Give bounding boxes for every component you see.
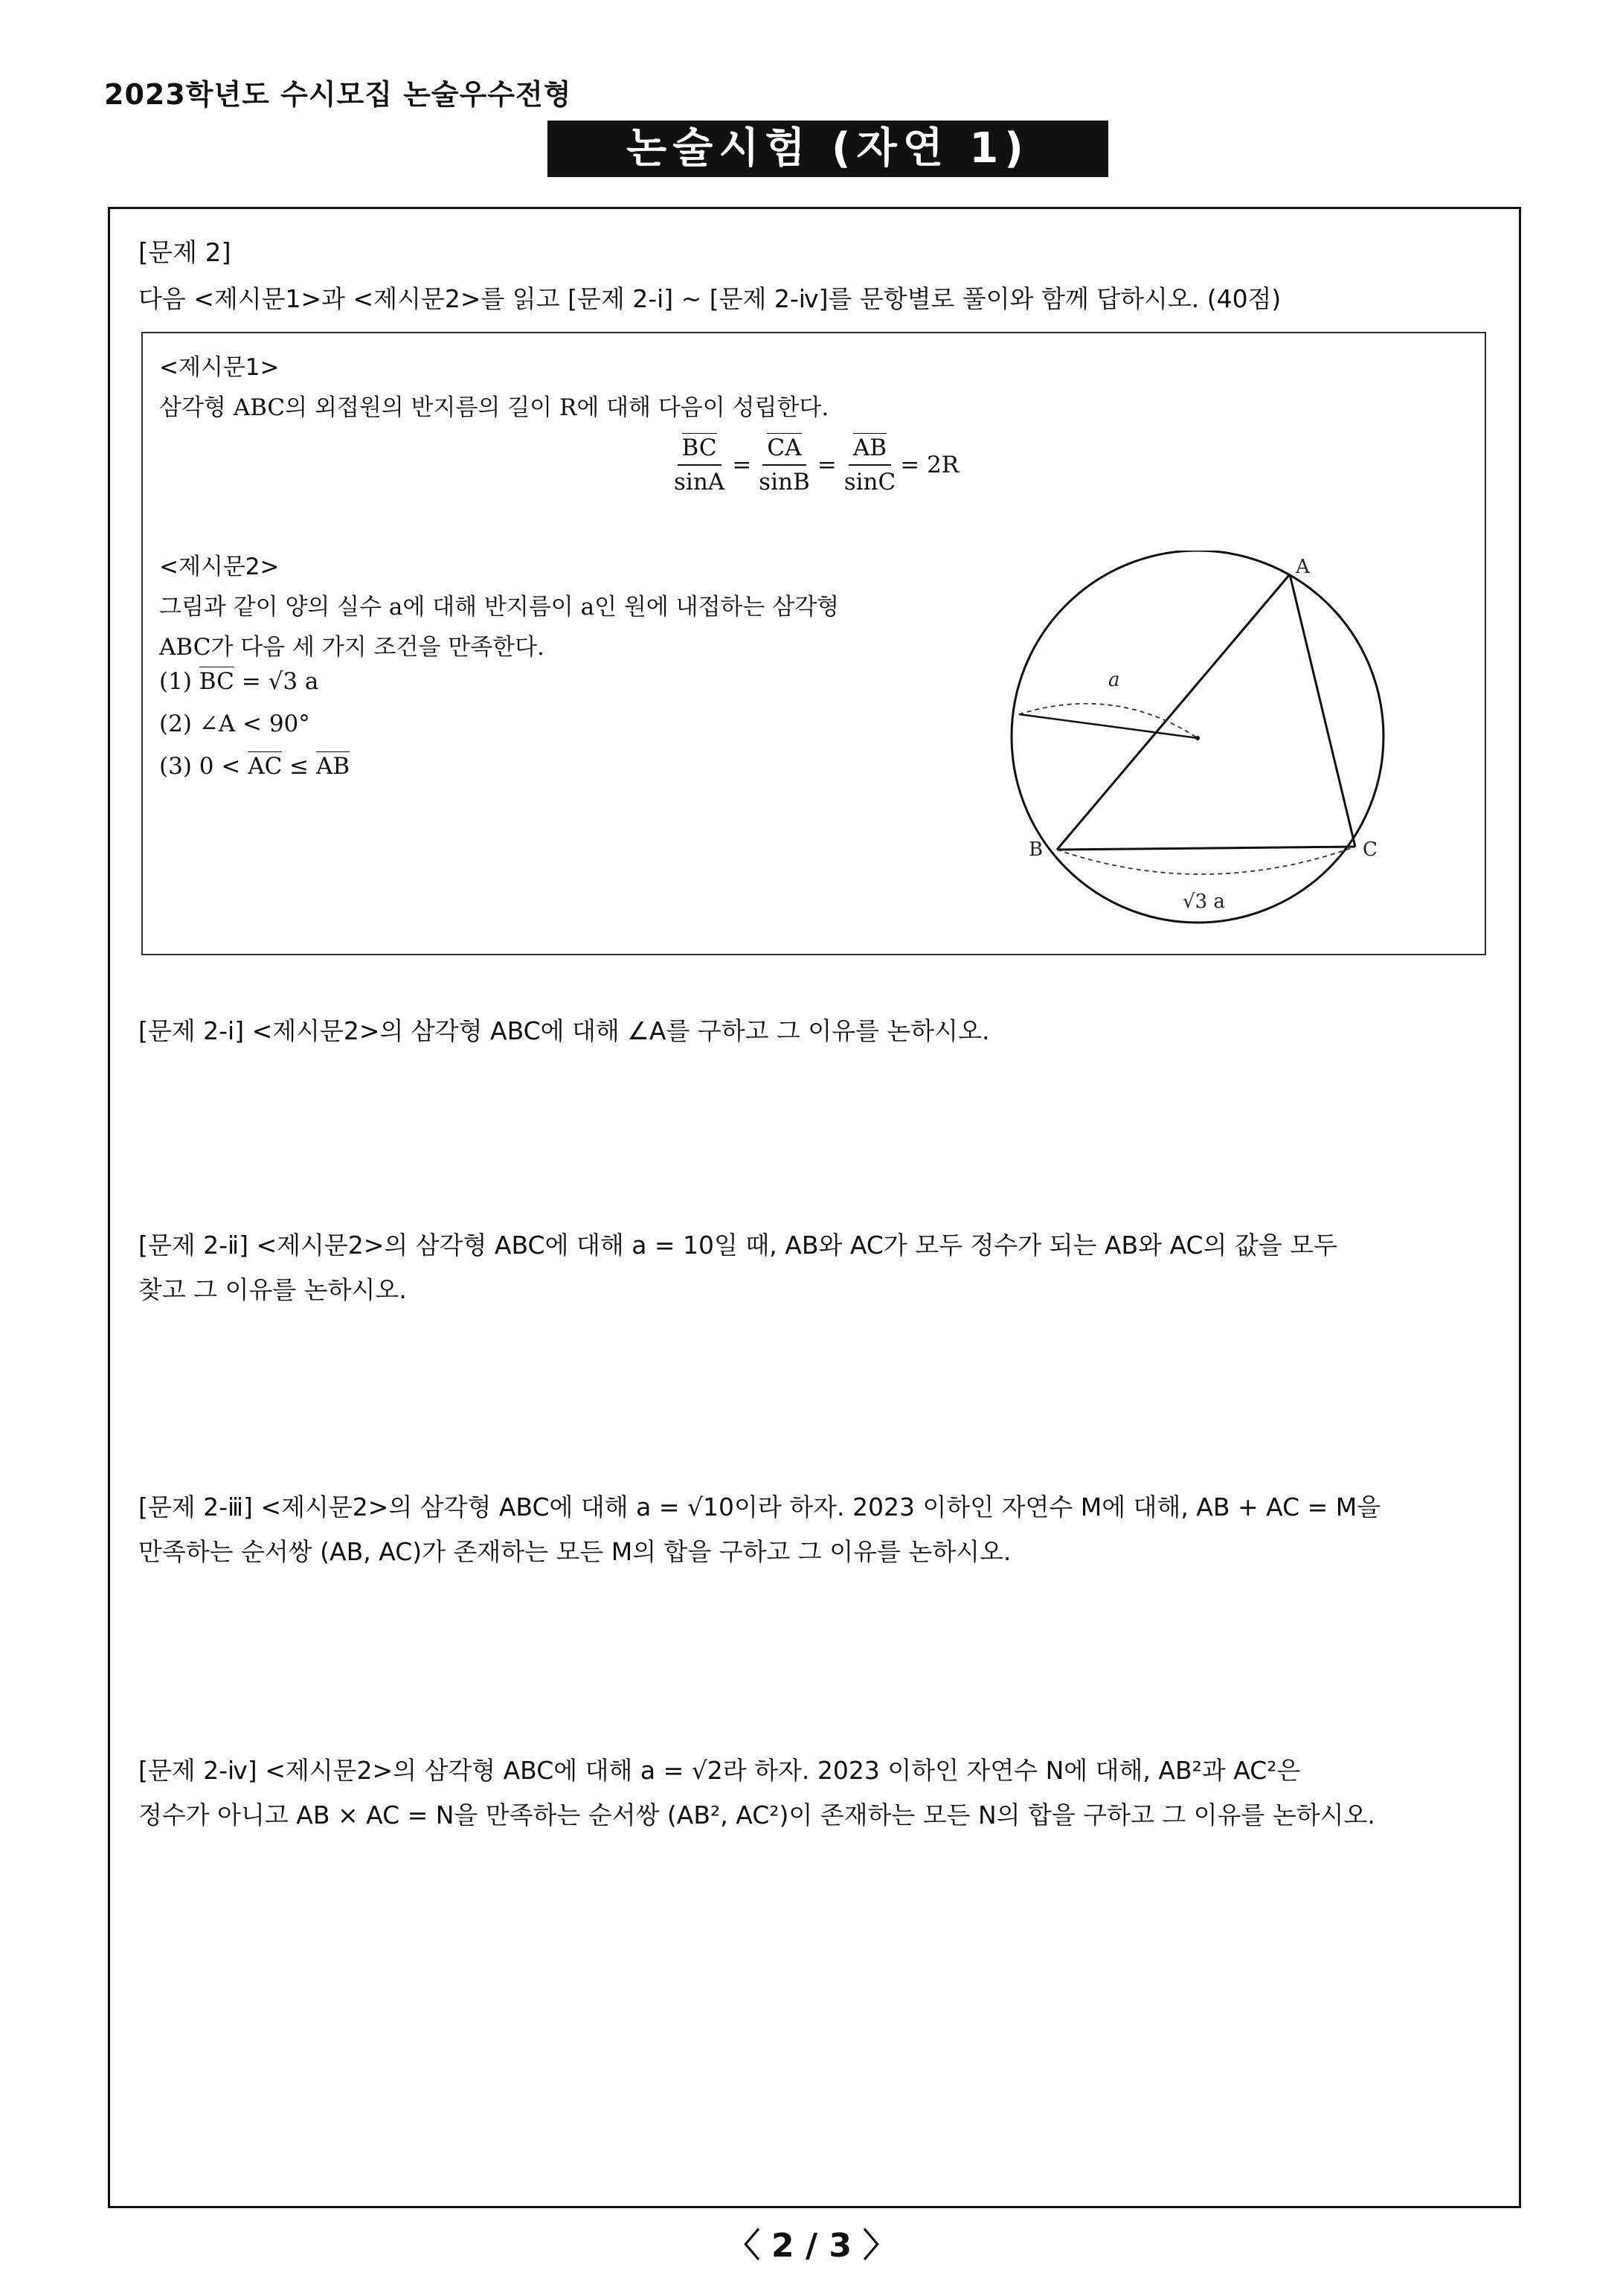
vertex-c-label: C [1363, 838, 1378, 861]
condition-3-pre: 0 < [199, 753, 241, 780]
fraction-num-bc: BC [681, 434, 717, 461]
fraction-den-sinc: sinC [843, 469, 896, 496]
question-ii-label: [문제 2-ⅱ] [138, 1231, 248, 1260]
question-iv [138, 1748, 1375, 1838]
side-ac [1290, 574, 1355, 847]
condition-1-rel: = [241, 668, 261, 695]
problem-instruction: 다음 <제시문1>과 <제시문2>를 읽고 [문제 2-ⅰ] ~ [문제 2-ⅳ]를 문항별로 풀이와 함께 답하시오. (40점) [138, 284, 1282, 313]
question-i [138, 1009, 989, 1054]
question-iii-text-2: 만족하는 순서쌍 (AB, AC)가 존재하는 모든 M의 합을 구하고 그 이유를 논하시오. [138, 1537, 1012, 1566]
condition-1-rhs: √3 a [268, 668, 319, 695]
passage1-text: 삼각형 ABC의 외접원의 반지름의 길이 R에 대해 다음이 성립한다. [159, 394, 829, 421]
question-i-label: [문제 2-ⅰ] [138, 1016, 245, 1045]
condition-3-mid: AC [248, 753, 283, 780]
question-iii-label: [문제 2-ⅲ] [138, 1492, 253, 1521]
fraction-den-sina: sinA [674, 469, 725, 496]
passage2-title: <제시문2> [159, 554, 280, 580]
condition-3-number: (3) [159, 753, 192, 780]
question-ii-text-1: <제시문2>의 삼각형 ABC에 대해 a = 10일 때, AB와 AC가 모두 정수가 되는 AB와 AC의 값을 모두 [256, 1231, 1337, 1260]
question-iv-label: [문제 2-ⅳ] [138, 1756, 257, 1785]
exam-title-bar: 논술시험 (자연 1) [547, 121, 1108, 177]
equals-sign: = [817, 452, 837, 478]
passage2-line1: 그림과 같이 양의 실수 a에 대해 반지름이 a인 원에 내접하는 삼각형 [159, 594, 840, 621]
question-i-text: <제시문2>의 삼각형 ABC에 대해 ∠A를 구하고 그 이유를 논하시오. [251, 1016, 990, 1045]
exam-header-line: 2023학년도 수시모집 논술우수전형 [104, 78, 572, 111]
passage1-title: <제시문1> [159, 354, 280, 381]
question-iv-text-2: 정수가 아니고 AB × AC = N을 만족하는 순서쌍 (AB², AC²)이 존재하는 모든 N의 합을 구하고 그 이유를 논하시오. [138, 1800, 1375, 1830]
condition-1-number: (1) [159, 668, 192, 695]
radius-label: a [1108, 669, 1120, 691]
fraction-ca [759, 434, 810, 496]
question-iv-text-1: <제시문2>의 삼각형 ABC에 대해 a = √2라 하자. 2023 이하인 자연수 N에 대해, AB²과 AC²은 [265, 1756, 1301, 1785]
equals-sign: = [732, 452, 752, 478]
formula-rhs: = 2R [900, 452, 960, 478]
bc-length-label: √3 a [1183, 891, 1225, 913]
question-iii [138, 1485, 1381, 1574]
radius-segment [1019, 714, 1198, 738]
condition-3 [159, 753, 350, 780]
fraction-bc [674, 434, 724, 496]
fraction-ab [844, 434, 896, 496]
fraction-num-ca: CA [767, 434, 802, 461]
question-ii-text-2: 찾고 그 이유를 논하시오. [138, 1275, 407, 1304]
condition-1-lhs: BC [199, 668, 234, 695]
condition-3-rel: ≤ [289, 753, 309, 780]
side-ab [1057, 574, 1290, 850]
condition-1 [159, 668, 318, 695]
bc-arc [1057, 847, 1355, 874]
radius-arc [1019, 704, 1198, 738]
condition-2-text: ∠A < 90° [199, 711, 310, 737]
question-ii [138, 1223, 1337, 1312]
page-number: 〈 2 / 3 〉 [727, 2227, 896, 2265]
question-iii-text-1: <제시문2>의 삼각형 ABC에 대해 a = √10이라 하자. 2023 이하인 자연수 M에 대해, AB + AC = M을 [260, 1492, 1381, 1521]
condition-3-rhs: AB [316, 753, 350, 780]
inscribed-triangle-figure [997, 551, 1443, 952]
fraction-den-sinb: sinB [759, 469, 810, 496]
side-bc [1057, 847, 1355, 850]
vertex-b-label: B [1029, 838, 1044, 861]
sine-law-formula [669, 434, 959, 496]
condition-2-number: (2) [159, 711, 192, 737]
fraction-num-ab: AB [852, 434, 887, 461]
condition-2 [159, 711, 310, 737]
passage2-line2: ABC가 다음 세 가지 조건을 만족한다. [159, 634, 544, 661]
problem-label: [문제 2] [138, 238, 231, 268]
vertex-a-label: A [1296, 556, 1310, 578]
